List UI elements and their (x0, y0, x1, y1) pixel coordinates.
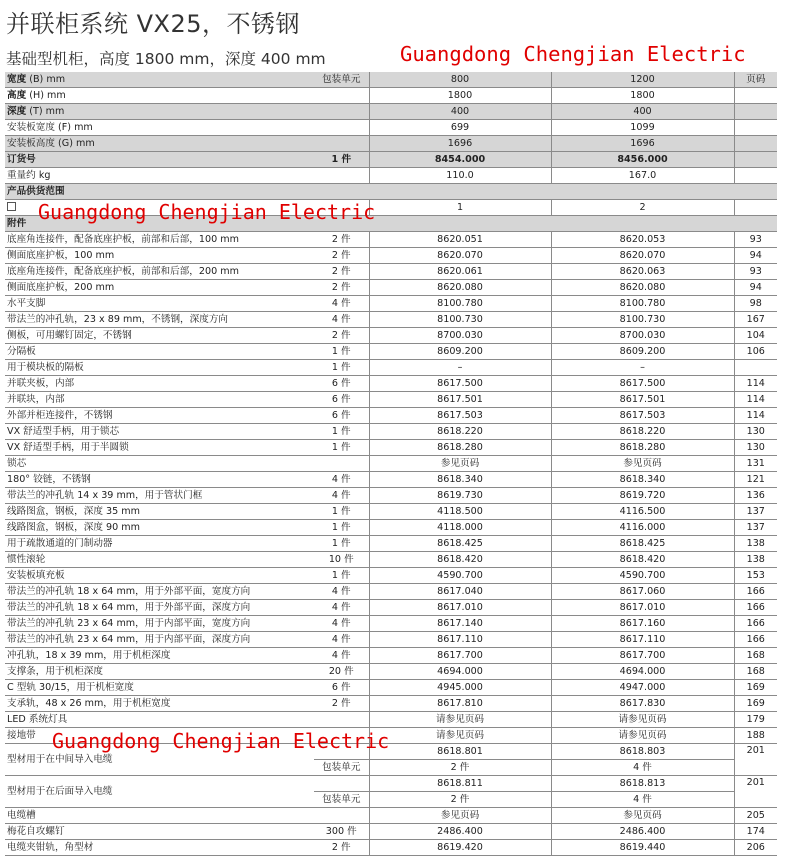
item-page (734, 360, 777, 376)
accessory-row (5, 840, 777, 856)
weight-label: 重量约 kg (5, 168, 314, 184)
item-unit: 4 件 (314, 312, 369, 328)
item-number-b: 4947.000 (551, 680, 734, 696)
accessory-row (5, 344, 777, 360)
supply-value-a: 1 (369, 200, 551, 216)
item-number-b: 8617.160 (551, 616, 734, 632)
item-number-a: 请参见页码 (369, 712, 551, 728)
spec-value-a: 699 (369, 120, 551, 136)
item-number-b: 8618.425 (551, 536, 734, 552)
item-number-a: 8618.340 (369, 472, 551, 488)
item-unit (314, 456, 369, 472)
item-number-a: 8618.420 (369, 552, 551, 568)
item-name: 惯性滚轮 (5, 552, 314, 568)
item-name: 支撑条，用于机柜深度 (5, 664, 314, 680)
item-number-b: – (551, 360, 734, 376)
item-number-a: 8617.110 (369, 632, 551, 648)
item-number-b: 8620.063 (551, 264, 734, 280)
item-unit (314, 712, 369, 728)
item-page: 130 (734, 424, 777, 440)
item-number-a: 4694.000 (369, 664, 551, 680)
item-unit: 20 件 (314, 664, 369, 680)
item-unit: 2 件 (314, 248, 369, 264)
item-name: 带法兰的冲孔轨 23 x 64 mm，用于内部平面，宽度方向 (5, 616, 314, 632)
profile-number-a: 8618.801 (369, 744, 551, 760)
accessory-row (5, 632, 777, 648)
spec-value-a: 400 (369, 104, 551, 120)
item-name: 线路图盒，钢板，深度 90 mm (5, 520, 314, 536)
spec-label: 高度 (H) mm (5, 88, 314, 104)
accessory-row (5, 568, 777, 584)
item-name: 用于模块板的隔板 (5, 360, 314, 376)
item-unit: 300 件 (314, 824, 369, 840)
item-number-b: 4590.700 (551, 568, 734, 584)
item-number-a: 请参见页码 (369, 728, 551, 744)
order-number-a: 8454.000 (369, 152, 551, 168)
spec-page (734, 104, 777, 120)
item-name: 电缆槽 (5, 808, 314, 824)
profile-number-b: 8618.813 (551, 776, 734, 792)
item-page: 169 (734, 696, 777, 712)
spec-value-a: 1800 (369, 88, 551, 104)
item-page: 166 (734, 632, 777, 648)
item-number-a: 8618.280 (369, 440, 551, 456)
accessory-row (5, 440, 777, 456)
item-number-b: 8100.780 (551, 296, 734, 312)
item-unit: 4 件 (314, 600, 369, 616)
item-number-a: 8617.503 (369, 408, 551, 424)
item-name: 用于疏散通道的门制动器 (5, 536, 314, 552)
item-number-a: 参见页码 (369, 456, 551, 472)
spec-value-b: 1696 (551, 136, 734, 152)
item-unit: 1 件 (314, 360, 369, 376)
item-unit: 10 件 (314, 552, 369, 568)
item-number-a: 4590.700 (369, 568, 551, 584)
item-number-a: 参见页码 (369, 808, 551, 824)
accessory-row (5, 424, 777, 440)
profile-number-b: 8618.803 (551, 744, 734, 760)
item-page: 167 (734, 312, 777, 328)
item-name: 并联夹板，内部 (5, 376, 314, 392)
item-name: LED 系统灯具 (5, 712, 314, 728)
item-unit: 1 件 (314, 440, 369, 456)
item-number-a: 8620.070 (369, 248, 551, 264)
item-page: 206 (734, 840, 777, 856)
header-col-b: 1200 (551, 72, 734, 88)
supply-value-b: 2 (551, 200, 734, 216)
item-page: 138 (734, 536, 777, 552)
watermark: Guangdong Chengjian Electric (52, 729, 390, 753)
accessory-row (5, 616, 777, 632)
item-number-a: 2486.400 (369, 824, 551, 840)
item-page: 166 (734, 600, 777, 616)
profile-unit-a: 2 件 (369, 792, 551, 808)
item-number-b: 8618.220 (551, 424, 734, 440)
item-page: 166 (734, 584, 777, 600)
spec-value-b: 1800 (551, 88, 734, 104)
weight-unit (314, 168, 369, 184)
item-unit: 1 件 (314, 344, 369, 360)
item-number-a: – (369, 360, 551, 376)
item-name: 外部并柜连接件，不锈钢 (5, 408, 314, 424)
profile-label: 型材用于在中间导入电缆 (5, 744, 314, 776)
item-number-b: 8620.080 (551, 280, 734, 296)
accessory-row (5, 552, 777, 568)
item-number-b: 参见页码 (551, 808, 734, 824)
item-page: 114 (734, 408, 777, 424)
item-name: 电缆夹钳轨，角型材 (5, 840, 314, 856)
accessory-row (5, 328, 777, 344)
item-name: VX 舒适型手柄，用于锁芯 (5, 424, 314, 440)
profile-unit-label: 包装单元 (314, 760, 369, 776)
item-page: 137 (734, 504, 777, 520)
spec-row (5, 104, 777, 120)
order-unit: 1 件 (314, 152, 369, 168)
accessory-row (5, 712, 777, 728)
item-number-b: 8617.110 (551, 632, 734, 648)
watermark: Guangdong Chengjian Electric (400, 42, 746, 66)
accessory-row (5, 536, 777, 552)
item-number-b: 8617.060 (551, 584, 734, 600)
item-number-b: 8609.200 (551, 344, 734, 360)
item-number-b: 请参见页码 (551, 728, 734, 744)
item-name: 并联块，内部 (5, 392, 314, 408)
item-number-a: 8617.810 (369, 696, 551, 712)
item-page: 130 (734, 440, 777, 456)
accessory-row (5, 648, 777, 664)
profile-row (5, 776, 777, 792)
profile-unit-a: 2 件 (369, 760, 551, 776)
item-unit: 1 件 (314, 424, 369, 440)
item-name: 锁芯 (5, 456, 314, 472)
page-title: 并联柜系统 VX25，不锈钢 (6, 10, 301, 38)
header-unit: 包装单元 (314, 72, 369, 88)
item-unit: 6 件 (314, 392, 369, 408)
item-name: 带法兰的冲孔轨 14 x 39 mm，用于管状门框 (5, 488, 314, 504)
item-unit: 1 件 (314, 520, 369, 536)
item-number-b: 8618.340 (551, 472, 734, 488)
accessories-label: 附件 (5, 216, 777, 232)
item-page: 168 (734, 664, 777, 680)
item-page: 136 (734, 488, 777, 504)
item-unit: 4 件 (314, 472, 369, 488)
item-unit: 4 件 (314, 648, 369, 664)
item-page: 153 (734, 568, 777, 584)
supply-label: 产品供货范围 (5, 184, 777, 200)
item-number-b: 8617.500 (551, 376, 734, 392)
order-number-b: 8456.000 (551, 152, 734, 168)
item-number-b: 8620.070 (551, 248, 734, 264)
supply-header-row (5, 184, 777, 200)
item-name: 带法兰的冲孔轨 18 x 64 mm，用于外部平面，深度方向 (5, 600, 314, 616)
item-page: 98 (734, 296, 777, 312)
item-number-a: 4118.000 (369, 520, 551, 536)
spec-page (734, 136, 777, 152)
spec-value-b: 400 (551, 104, 734, 120)
item-number-b: 8617.010 (551, 600, 734, 616)
spec-unit (314, 120, 369, 136)
item-unit: 2 件 (314, 328, 369, 344)
item-number-a: 8617.010 (369, 600, 551, 616)
accessory-row (5, 392, 777, 408)
item-number-a: 8618.220 (369, 424, 551, 440)
item-name: 接地带 (5, 728, 314, 744)
accessory-row (5, 312, 777, 328)
item-unit: 6 件 (314, 680, 369, 696)
item-name: 带法兰的冲孔轨 18 x 64 mm，用于外部平面，宽度方向 (5, 584, 314, 600)
item-page: 137 (734, 520, 777, 536)
accessory-row (5, 264, 777, 280)
item-number-a: 8617.700 (369, 648, 551, 664)
accessory-row (5, 248, 777, 264)
item-name: 侧板，可用螺钉固定，不锈钢 (5, 328, 314, 344)
accessory-row (5, 696, 777, 712)
spec-unit (314, 88, 369, 104)
item-number-a: 8100.780 (369, 296, 551, 312)
item-number-b: 8619.720 (551, 488, 734, 504)
item-page: 114 (734, 376, 777, 392)
item-number-b: 4116.000 (551, 520, 734, 536)
item-page: 104 (734, 328, 777, 344)
item-page: 93 (734, 232, 777, 248)
item-unit: 4 件 (314, 488, 369, 504)
item-page: 169 (734, 680, 777, 696)
item-number-a: 8618.425 (369, 536, 551, 552)
item-name: 侧面底座护板，100 mm (5, 248, 314, 264)
item-page: 93 (734, 264, 777, 280)
accessory-row (5, 488, 777, 504)
item-number-b: 8700.030 (551, 328, 734, 344)
item-number-a: 4945.000 (369, 680, 551, 696)
item-page: 179 (734, 712, 777, 728)
item-number-a: 8700.030 (369, 328, 551, 344)
item-page: 114 (734, 392, 777, 408)
item-number-a: 8617.140 (369, 616, 551, 632)
accessory-row (5, 360, 777, 376)
spec-unit (314, 136, 369, 152)
item-number-a: 8617.500 (369, 376, 551, 392)
item-unit: 2 件 (314, 264, 369, 280)
item-number-a: 8620.051 (369, 232, 551, 248)
header-col-a: 800 (369, 72, 551, 88)
item-page: 138 (734, 552, 777, 568)
page-subtitle: 基础型机柜，高度 1800 mm，深度 400 mm (6, 50, 326, 68)
item-number-a: 8617.501 (369, 392, 551, 408)
item-name: 侧面底座护板，200 mm (5, 280, 314, 296)
order-label: 订货号 (5, 152, 314, 168)
item-name: 水平支脚 (5, 296, 314, 312)
spec-label-bold: 高度 (7, 89, 27, 101)
item-name: 支承轨，48 x 26 mm，用于机柜宽度 (5, 696, 314, 712)
item-number-b: 8618.420 (551, 552, 734, 568)
weight-value-b: 167.0 (551, 168, 734, 184)
item-unit: 4 件 (314, 616, 369, 632)
spec-label-bold: 深度 (7, 105, 27, 117)
item-name: VX 舒适型手柄，用于半圆锁 (5, 440, 314, 456)
item-number-b: 8618.280 (551, 440, 734, 456)
item-number-b: 8617.830 (551, 696, 734, 712)
item-unit: 1 件 (314, 504, 369, 520)
item-number-a: 8619.730 (369, 488, 551, 504)
spec-label: 安装板高度 (G) mm (5, 136, 314, 152)
accessory-row (5, 520, 777, 536)
order-row (5, 152, 777, 168)
accessory-row (5, 504, 777, 520)
item-number-a: 8100.730 (369, 312, 551, 328)
spec-value-a: 1696 (369, 136, 551, 152)
profile-page: 201 (734, 744, 777, 776)
item-name: 分隔板 (5, 344, 314, 360)
item-number-a: 8609.200 (369, 344, 551, 360)
item-name: 梅花自攻螺钉 (5, 824, 314, 840)
spec-label: 深度 (T) mm (5, 104, 314, 120)
item-number-b: 参见页码 (551, 456, 734, 472)
item-page: 205 (734, 808, 777, 824)
item-unit: 2 件 (314, 280, 369, 296)
order-page (734, 152, 777, 168)
weight-page (734, 168, 777, 184)
accessory-row (5, 584, 777, 600)
weight-row (5, 168, 777, 184)
item-unit: 1 件 (314, 568, 369, 584)
item-page: 174 (734, 824, 777, 840)
item-unit: 2 件 (314, 232, 369, 248)
item-name: 180° 铰链，不锈钢 (5, 472, 314, 488)
spec-page (734, 120, 777, 136)
item-number-b: 4116.500 (551, 504, 734, 520)
accessory-row (5, 232, 777, 248)
supply-page (734, 200, 777, 216)
spec-row (5, 88, 777, 104)
accessory-row (5, 680, 777, 696)
spec-row (5, 120, 777, 136)
item-number-b: 8619.440 (551, 840, 734, 856)
item-number-b: 请参见页码 (551, 712, 734, 728)
item-number-b: 8617.501 (551, 392, 734, 408)
item-page: 121 (734, 472, 777, 488)
item-name: 带法兰的冲孔轨 23 x 64 mm，用于内部平面，深度方向 (5, 632, 314, 648)
item-unit (314, 808, 369, 824)
profile-unit-label: 包装单元 (314, 792, 369, 808)
profile-number-a: 8618.811 (369, 776, 551, 792)
item-number-a: 8619.420 (369, 840, 551, 856)
item-page: 131 (734, 456, 777, 472)
spec-unit (314, 104, 369, 120)
item-unit: 1 件 (314, 536, 369, 552)
profile-unit-b: 4 件 (551, 792, 734, 808)
item-number-b: 8620.053 (551, 232, 734, 248)
accessory-row (5, 600, 777, 616)
accessory-row (5, 824, 777, 840)
spec-row (5, 136, 777, 152)
item-page: 168 (734, 648, 777, 664)
item-number-b: 8100.730 (551, 312, 734, 328)
item-number-b: 4694.000 (551, 664, 734, 680)
item-name: 底座角连接件，配备底座护板，前部和后部，200 mm (5, 264, 314, 280)
accessory-row (5, 664, 777, 680)
accessory-row (5, 280, 777, 296)
profile-page: 201 (734, 776, 777, 808)
header-page: 页码 (734, 72, 777, 88)
item-unit: 4 件 (314, 632, 369, 648)
item-unit: 2 件 (314, 840, 369, 856)
item-number-b: 8617.503 (551, 408, 734, 424)
profile-label: 型材用于在后面导入电缆 (5, 776, 314, 808)
item-number-a: 4118.500 (369, 504, 551, 520)
item-page: 188 (734, 728, 777, 744)
accessory-row (5, 808, 777, 824)
accessory-row (5, 472, 777, 488)
item-unit: 6 件 (314, 408, 369, 424)
spec-page (734, 88, 777, 104)
accessory-row (5, 376, 777, 392)
item-name: 安装板填充板 (5, 568, 314, 584)
item-name: 带法兰的冲孔轨，23 x 89 mm，不锈钢，深度方向 (5, 312, 314, 328)
checkbox-icon (7, 202, 16, 211)
item-number-b: 8617.700 (551, 648, 734, 664)
spec-label: 安装板宽度 (F) mm (5, 120, 314, 136)
item-name: 冲孔轨，18 x 39 mm，用于机柜深度 (5, 648, 314, 664)
header-label-bold: 宽度 (7, 73, 27, 85)
item-unit: 6 件 (314, 376, 369, 392)
header-row: 宽度 (B) mm 包装单元 800 1200 页码 (5, 72, 777, 88)
item-page: 94 (734, 280, 777, 296)
item-number-b: 2486.400 (551, 824, 734, 840)
item-name: C 型轨 30/15，用于机柜宽度 (5, 680, 314, 696)
item-number-a: 8620.061 (369, 264, 551, 280)
weight-value-a: 110.0 (369, 168, 551, 184)
accessory-row (5, 296, 777, 312)
item-name: 底座角连接件，配备底座护板，前部和后部，100 mm (5, 232, 314, 248)
accessory-row (5, 456, 777, 472)
item-unit: 4 件 (314, 296, 369, 312)
item-page: 106 (734, 344, 777, 360)
spec-value-b: 1099 (551, 120, 734, 136)
watermark: Guangdong Chengjian Electric (38, 200, 376, 224)
item-number-a: 8617.040 (369, 584, 551, 600)
profile-unit-b: 4 件 (551, 760, 734, 776)
item-name: 线路图盒，钢板，深度 35 mm (5, 504, 314, 520)
item-page: 166 (734, 616, 777, 632)
item-number-a: 8620.080 (369, 280, 551, 296)
item-unit: 2 件 (314, 696, 369, 712)
item-unit: 4 件 (314, 584, 369, 600)
accessory-row (5, 408, 777, 424)
item-page: 94 (734, 248, 777, 264)
profile-unit-empty (314, 776, 369, 792)
